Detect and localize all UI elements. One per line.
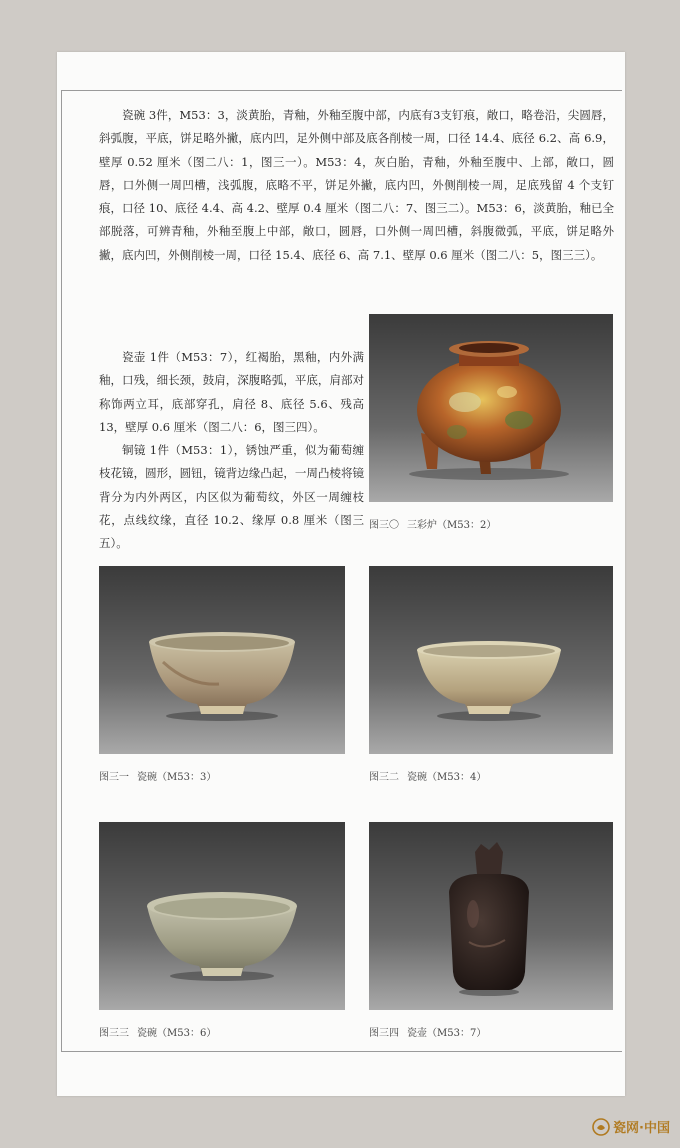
caption-figure-34 bbox=[369, 1024, 494, 1039]
black-glazed-ewer-image bbox=[369, 822, 613, 1010]
caption-figure-33 bbox=[99, 1024, 224, 1039]
bowl-image bbox=[99, 566, 345, 754]
sancai-burner-image bbox=[369, 314, 613, 502]
figure-number: 图三一 bbox=[99, 772, 129, 783]
figure-title: 瓷碗（M53：6） bbox=[137, 1028, 217, 1039]
photo-bowl-m53-6 bbox=[99, 822, 345, 1010]
paragraph-ewer: 瓷壶 1件（M53：7），红褐胎，黑釉，内外满釉，口残，细长颈，鼓肩，深腹略弧，平底，肩部对称饰两立耳，底部穿孔，肩径 8、底径 5.6、残高 13，壁厚 0.6 厘米（图二八：6，图三四）。 bbox=[99, 350, 364, 434]
figure-number: 图三二 bbox=[369, 772, 399, 783]
figure-title: 三彩炉（M53：2） bbox=[407, 520, 497, 531]
paragraph-bowls: 瓷碗 3件，M53：3，淡黄胎，青釉，外釉至腹中部，内底有3支钉痕，敞口，略卷沿，尖圆唇，斜弧腹，平底，饼足略外撇，底内凹，足外侧中部及底各削棱一周，口径 14.4、底径 6.2、高 6.9，壁厚 0.52 厘米（图二八：1，图三一）。M53：4，灰白胎，青釉，外釉至腹中、上部，敞口，圆唇，口外侧一周凹槽，浅弧腹，底略不平，饼足外撇，底内凹，外侧削棱一周，足底残留 4 个支钉痕，口径 10、底径 4.4、高 4.2、壁厚 0.4 厘米（图二八：7、图三二）。M53：6，淡黄胎，釉已全部脱落，可辨青釉，外釉至腹上中部，敞口，圆唇，口外侧一周凹槽，斜腹微弧，平底，饼足略外撇，底内凹，外侧削棱一周，口径 15.4、底径 6、高 7.1、壁厚 0.6 厘米（图二八：5，图三三）。 bbox=[99, 108, 614, 262]
figure-number: 图三〇 bbox=[369, 520, 399, 531]
watermark-logo-icon bbox=[592, 1118, 610, 1136]
figure-number: 图三三 bbox=[99, 1028, 129, 1039]
caption-figure-32 bbox=[369, 768, 494, 783]
watermark-text: 瓷网·中国 bbox=[613, 1121, 670, 1136]
caption-figure-30 bbox=[369, 516, 504, 531]
bowl-image bbox=[369, 566, 613, 754]
caption-figure-31 bbox=[99, 768, 224, 783]
site-watermark bbox=[592, 1117, 670, 1136]
document-page bbox=[57, 52, 625, 1096]
figure-title: 瓷碗（M53：3） bbox=[137, 772, 217, 783]
left-text-column bbox=[99, 346, 364, 556]
bowl-image bbox=[99, 822, 345, 1010]
figure-title: 瓷碗（M53：4） bbox=[407, 772, 487, 783]
paragraph-mirror: 铜镜 1件（M53：1），锈蚀严重，似为葡萄缠枝花镜，圆形，圆钮，镜背边缘凸起，一周凸棱将镜背分为内外两区，内区似为葡萄纹，外区一周缠枝花，点线纹缘，直径 10.2、缘厚 0.8 厘米（图三五）。 bbox=[99, 443, 364, 551]
figure-number: 图三四 bbox=[369, 1028, 399, 1039]
photo-bowl-m53-4 bbox=[369, 566, 613, 754]
photo-bowl-m53-3 bbox=[99, 566, 345, 754]
photo-ewer-m53-7 bbox=[369, 822, 613, 1010]
figure-title: 瓷壶（M53：7） bbox=[407, 1028, 487, 1039]
photo-sancai-burner bbox=[369, 314, 613, 502]
